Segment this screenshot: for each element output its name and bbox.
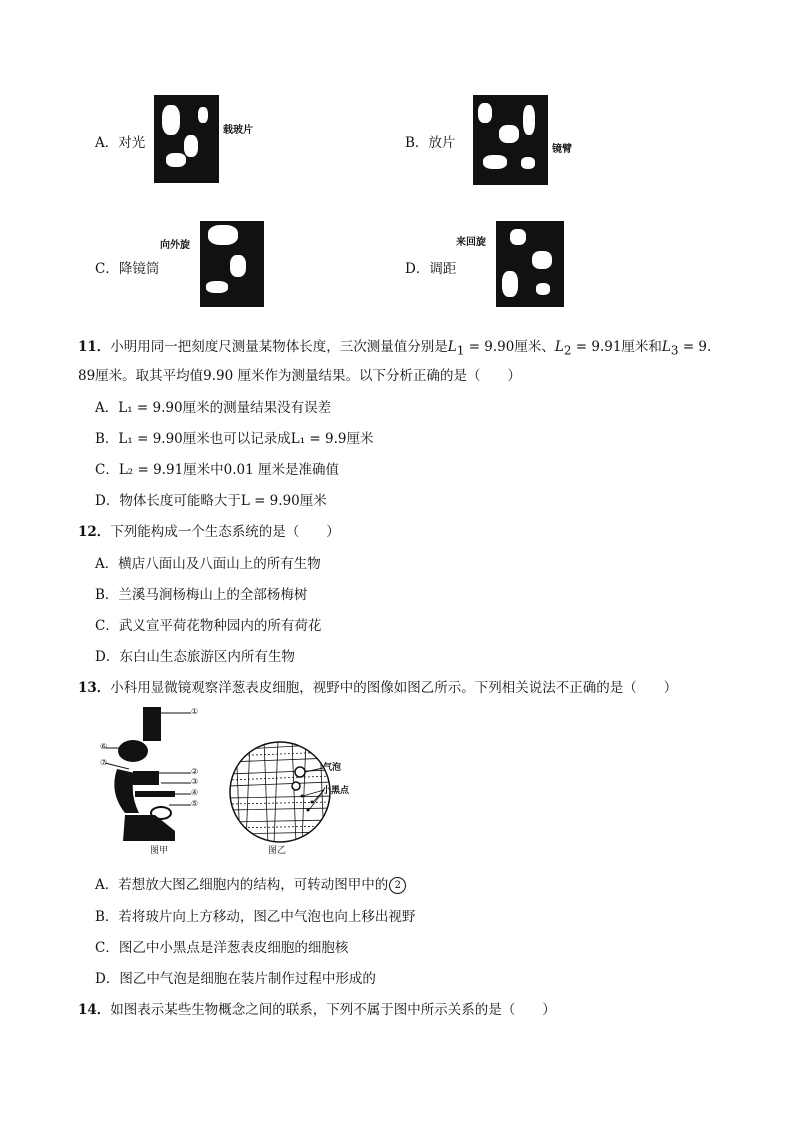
scope-num-6: ⑥ bbox=[100, 742, 108, 751]
scope-num-4: ④ bbox=[191, 788, 199, 797]
math-symbol: L bbox=[661, 339, 671, 355]
math-symbol: L bbox=[447, 339, 457, 355]
math-value: = 9.91厘米和 bbox=[571, 339, 662, 355]
photo-label-slide: 载玻片 bbox=[223, 125, 253, 136]
photo-label-arm: 镜臂 bbox=[552, 144, 572, 155]
stem-text: 小科用显微镜观察洋葱表皮细胞，视野中的图像如图乙所示。下列相关说法不正确的是（ ） bbox=[110, 680, 678, 696]
math-value: = 9. bbox=[678, 339, 712, 355]
option-letter: A． bbox=[95, 400, 119, 416]
option-letter: C． bbox=[95, 261, 119, 277]
q13-option-b bbox=[95, 905, 415, 925]
option-letter: B． bbox=[405, 135, 429, 151]
q13-option-d bbox=[95, 967, 376, 987]
option-letter: A． bbox=[95, 556, 119, 572]
option-text: 若将玻片向上方移动，图乙中气泡也向上移出视野 bbox=[118, 909, 416, 925]
photo-label-outward: 向外旋 bbox=[160, 240, 190, 251]
q11-option-d bbox=[95, 489, 327, 509]
option-text: 武义宣平荷花物种园内的所有荷花 bbox=[118, 618, 322, 634]
option-text: 图乙中小黑点是洋葱表皮细胞的细胞核 bbox=[118, 940, 349, 956]
option-text: 东白山生态旅游区内所有生物 bbox=[119, 649, 295, 665]
circled-number: 2 bbox=[389, 877, 406, 894]
option-letter: D． bbox=[95, 649, 120, 665]
option-text: 兰溪马涧杨梅山上的全部杨梅树 bbox=[118, 587, 308, 603]
q10-option-d bbox=[405, 257, 456, 277]
label-black-dots: 小黑点 bbox=[322, 786, 350, 796]
fig-jia-caption: 图甲 bbox=[150, 846, 169, 856]
math-subscript: 1 bbox=[456, 343, 465, 358]
option-text: 放片 bbox=[428, 135, 456, 151]
option-text: L₁ = 9.90厘米的测量结果没有误差 bbox=[118, 400, 332, 416]
stem-text: 下列能构成一个生态系统的是（ ） bbox=[110, 524, 340, 540]
q14-stem bbox=[78, 998, 556, 1018]
option-letter: D． bbox=[95, 971, 120, 987]
photo-label-back-forth: 来回旋 bbox=[456, 237, 486, 248]
math-subscript: 2 bbox=[563, 343, 572, 358]
eyepiece-tube bbox=[143, 707, 161, 741]
bubble-1 bbox=[295, 767, 305, 777]
q11-stem-line1 bbox=[78, 335, 711, 358]
q10-option-b bbox=[405, 131, 455, 151]
option-text: 物体长度可能略大于L = 9.90厘米 bbox=[119, 493, 327, 509]
option-text: 降镜筒 bbox=[118, 261, 160, 277]
math-subscript: 3 bbox=[670, 343, 679, 358]
option-text: L₁ = 9.90厘米也可以记录成L₁ = 9.9厘米 bbox=[118, 431, 374, 447]
option-letter: A． bbox=[95, 135, 119, 151]
photo-place-slide bbox=[473, 95, 548, 185]
stage bbox=[135, 791, 175, 797]
option-letter: C． bbox=[95, 462, 119, 478]
q12-option-b bbox=[95, 583, 307, 603]
question-number: 12． bbox=[78, 524, 111, 540]
q11-stem-line2: 89厘米。取其平均值9.90 厘米作为测量结果。以下分析正确的是（ ） bbox=[78, 368, 522, 384]
stem-text: 小明用同一把刻度尺测量某物体长度，三次测量值分别是 bbox=[110, 339, 448, 355]
question-number: 13． bbox=[78, 680, 111, 696]
q10-option-c bbox=[95, 257, 159, 277]
option-letter: B． bbox=[95, 431, 119, 447]
q10-option-a bbox=[95, 131, 145, 151]
option-letter: C． bbox=[95, 940, 119, 956]
option-text: 对光 bbox=[118, 135, 146, 151]
option-letter: D． bbox=[405, 261, 430, 277]
q13-option-a bbox=[95, 873, 406, 894]
microscope-base bbox=[123, 815, 175, 841]
stem-text: 如图表示某些生物概念之间的联系，下列不属于图中所示关系的是（ ） bbox=[110, 1002, 556, 1018]
scope-num-3: ③ bbox=[191, 777, 199, 786]
scope-num-7: ⑦ bbox=[100, 758, 108, 767]
q12-stem bbox=[78, 520, 340, 540]
option-letter: B． bbox=[95, 587, 119, 603]
scope-num-2: ② bbox=[191, 767, 199, 776]
fig-yi-caption: 图乙 bbox=[268, 846, 287, 856]
q11-option-a bbox=[95, 396, 331, 416]
option-letter: B． bbox=[95, 909, 119, 925]
label-bubble: 气泡 bbox=[323, 763, 342, 773]
question-number: 11． bbox=[78, 339, 111, 355]
option-letter: A． bbox=[95, 877, 119, 893]
option-text: 若想放大图乙细胞内的结构，可转动图甲中的 bbox=[118, 877, 389, 893]
leader-7 bbox=[105, 763, 129, 769]
q12-option-c bbox=[95, 614, 321, 634]
option-text: 图乙中气泡是细胞在装片制作过程中形成的 bbox=[119, 971, 376, 987]
option-text: L₂ = 9.91厘米中0.01 厘米是准确值 bbox=[118, 462, 340, 478]
scope-num-1: ① bbox=[191, 707, 199, 716]
math-symbol: L bbox=[554, 339, 564, 355]
option-text: 横店八面山及八面山上的所有生物 bbox=[118, 556, 321, 572]
scope-num-5: ⑤ bbox=[191, 799, 199, 808]
coarse-knob bbox=[118, 740, 148, 762]
q12-option-d bbox=[95, 645, 295, 665]
q13-stem bbox=[78, 676, 677, 696]
photo-adjust-focus bbox=[496, 221, 564, 307]
photo-lower-tube bbox=[200, 221, 264, 307]
question-number: 14． bbox=[78, 1002, 111, 1018]
q12-option-a bbox=[95, 552, 321, 572]
q11-option-b bbox=[95, 427, 374, 447]
photo-focus-light bbox=[154, 95, 219, 183]
q11-option-c bbox=[95, 458, 339, 478]
bubble-2 bbox=[292, 782, 300, 790]
math-value: = 9.90厘米、 bbox=[464, 339, 555, 355]
option-text: 调距 bbox=[429, 261, 457, 277]
option-letter: C． bbox=[95, 618, 119, 634]
option-letter: D． bbox=[95, 493, 120, 509]
q13-option-c bbox=[95, 936, 348, 956]
